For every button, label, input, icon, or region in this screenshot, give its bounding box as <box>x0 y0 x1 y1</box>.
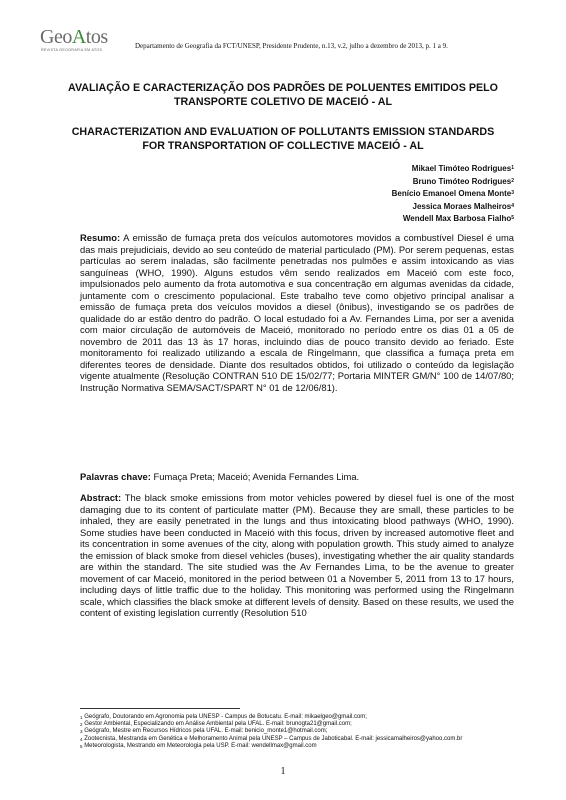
abstract-paragraph <box>80 492 514 619</box>
resumo-paragraph <box>80 232 514 393</box>
page-number: 1 <box>280 766 286 777</box>
title-english: CHARACTERIZATION AND EVALUATION OF POLLUTANTS EMISSION STANDARDS FOR TRANSPORTATION OF COLLECTIVE MACEIÓ - AL <box>71 126 495 152</box>
keywords-label: Palavras chave: <box>80 471 151 482</box>
title-portuguese: AVALIAÇÃO E CARACTERIZAÇÃO DOS PADRÕES DE POLUENTES EMITIDOS PELO TRANSPORTE COLETIVO DE MACEIÓ - AL <box>68 82 498 108</box>
author: Mikael Timóteo Rodrigues$^1$ <box>411 164 514 173</box>
keywords-paragraph <box>80 471 514 483</box>
resumo-text: A emissão de fumaça preta dos veículos automotores movidos a combustível Diesel é uma das mais prejudiciais, devido ao seu conteúdo de material particulado (PM). Por serem pequenas, estas partículas ao serem inaladas, são facilmente penetradas nos pulmões e assim intoxicando as vias sanguíneas (WHO, 1990). Alguns estudos vêm sendo realizados em Maceió com este foco, impulsionados pelo aumento da frota automotiva e sua concentração em algumas avenidas da cidade, juntamente com o crescimento populacional. Este trabalho teve como objetivo principal analisar a emissão de fumaça preta dos veículos movidos a diesel (ônibus), investigando se os padrões de qualidade do ar estão dentro do padrão. O local estudado foi a Av. Fernandes Lima, por ser a avenida com maior circulação de automóveis de Maceió, monitorado no período entre os dias 01 a 05 de novembro de 2011 das 13 às 17 horas, incluindo dias de pouco transito devido ao feriado. Este monitoramento foi realizado utilizando a escala de Ringelmann, que classifica a fumaça preta em diferentes teores de densidade. Diante dos resultados obtidos, foi utilizado o conteúdo da legislação vigente atualmente (Resolução CONTRAN 510 DE 15/02/77; Portaria MINTER GM/N° 100 de 14/07/80; Instrução Normativa SEMA/SACT/SPART N° 01 de 12/06/81). <box>80 232 515 393</box>
keywords-text: Fumaça Preta; Maceió; Avenida Fernandes Lima. <box>153 471 360 482</box>
footnotes <box>80 714 514 750</box>
logo-wordmark: GeoAtos <box>40 26 108 48</box>
geoatos-logo <box>40 26 130 56</box>
footnote: $^4$ Zootecnista, Mestranda em Genética e Melhoramento Animal pela UNESP – Campus de Jaboticabal. E-mail: jessicamalheiros@yahoo.com.br <box>80 735 463 742</box>
footnote: $^1$ Geógrafo, Doutorando em Agronomia pela UNESP - Campus de Botucatu. E-mail: mikaelgeo@gmail.com; <box>80 714 367 720</box>
author: Jessica Moraes Malheiros$^4$ <box>412 201 514 211</box>
author: Bruno Timóteo Rodrigues$^2$ <box>412 176 514 186</box>
abstract-label: Abstract: <box>80 492 122 503</box>
footnote: $^2$ Gestor Ambiental, Especializando em Análise Ambiental pela UFAL. E-mail: brunogta21@gmail.com; <box>80 721 352 728</box>
resumo-label: Resumo: <box>80 232 121 243</box>
abstract-text: The black smoke emissions from motor vehicles powered by diesel fuel is one of the most damaging due to its content of particulate matter (PM). Because they are small, these particles to be inhaled, they are easily penetrated in the lungs and thus intoxicating blood pathways (WHO, 1990). Some studies have been conducted in Maceió with this focus, driven by increased automotive fleet and its concentration in some avenues of the city, along with population growth. This study aimed to analyze the emission of black smoke from diesel vehicles (buses), investigating whether the air quality standards are within the standard. The site studied was the Av Fernandes Lima, to be the avenue to greater movement of car Maceió, monitored in the period between 01 a November 5, 2011 from 13 to 17 hours, including days of little traffic due to the holiday. This monitoring was performed using the Ringelmann scale, which classifies the black smoke at different levels of density. Based on these results, we used the content of existing legislation currently (Resolution 510 <box>80 492 515 618</box>
footnote: $^5$ Meteorologista, Mestrando em Meteorologia pela USP. E-mail: wendellmax@gmail.com <box>80 742 317 749</box>
author: Benício Emanoel Omena Monte$^3$ <box>391 189 514 199</box>
logo-tagline: REVISTA GEOGRAFIA EM ATOS <box>41 48 103 52</box>
page-header <box>40 26 540 56</box>
author: Wendell Max Barbosa Fialho$^5$ <box>402 214 514 224</box>
journal-citation: Departamento de Geografia da FCT/UNESP, Presidente Prudente, n.13, v.2, julho a dezembro de 2013, p. 1 a 9. <box>135 42 448 50</box>
footnote-divider <box>80 708 240 709</box>
footnote: $^3$ Geógrafo, Mestre em Recursos Hídricos pela UFAL. E-mail: benicio_monte1@hotmail.com; <box>80 728 328 735</box>
author-list <box>392 163 514 226</box>
